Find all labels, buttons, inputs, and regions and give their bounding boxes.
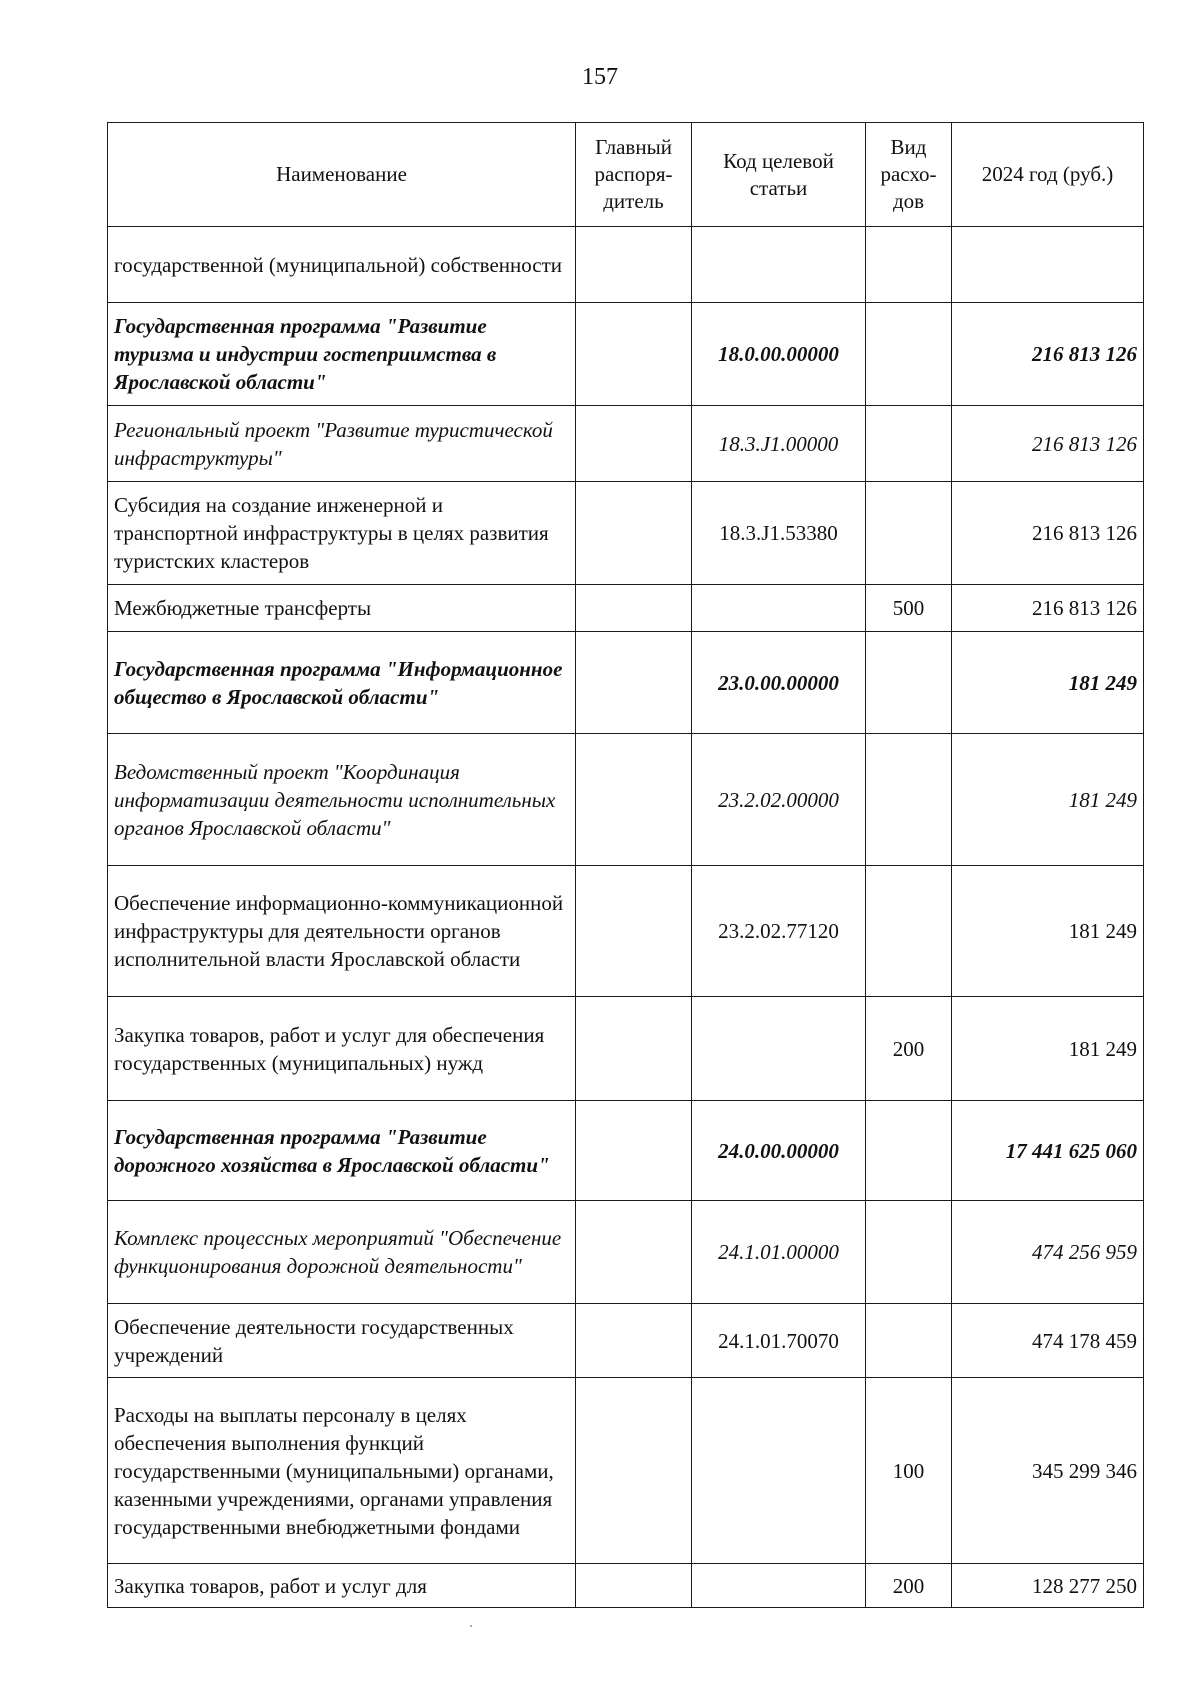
row-expense-type [866, 632, 952, 734]
row-amount: 128 277 250 [952, 1564, 1144, 1608]
table-row [108, 997, 1144, 1101]
row-amount: 216 813 126 [952, 406, 1144, 482]
row-amount: 181 249 [952, 734, 1144, 866]
row-chief-administrator [576, 406, 692, 482]
row-chief-administrator [576, 227, 692, 303]
row-chief-administrator [576, 585, 692, 632]
row-name: Субсидия на создание инженерной и транспортной инфраструктуры в целях развития туристских кластеров [108, 482, 576, 585]
table-row [108, 1304, 1144, 1378]
row-amount: 216 813 126 [952, 585, 1144, 632]
row-name: Закупка товаров, работ и услуг для обеспечения государственных (муниципальных) нужд [108, 997, 576, 1101]
row-chief-administrator [576, 734, 692, 866]
row-code: 23.2.02.00000 [692, 734, 866, 866]
table-row [108, 1101, 1144, 1201]
row-code: 18.3.J1.00000 [692, 406, 866, 482]
row-chief-administrator [576, 482, 692, 585]
row-name: Обеспечение информационно-коммуникационной инфраструктуры для деятельности органов исполнительной власти Ярославской области [108, 866, 576, 997]
row-chief-administrator [576, 1378, 692, 1564]
table-row [108, 482, 1144, 585]
row-amount: 181 249 [952, 997, 1144, 1101]
table-row [108, 1564, 1144, 1608]
row-amount: 474 256 959 [952, 1201, 1144, 1304]
row-chief-administrator [576, 1201, 692, 1304]
row-expense-type [866, 1304, 952, 1378]
row-code [692, 585, 866, 632]
row-amount: 181 249 [952, 632, 1144, 734]
table-row [108, 227, 1144, 303]
row-chief-administrator [576, 997, 692, 1101]
row-expense-type [866, 1201, 952, 1304]
table-row [108, 866, 1144, 997]
row-code: 24.0.00.00000 [692, 1101, 866, 1201]
row-code [692, 227, 866, 303]
row-amount: 474 178 459 [952, 1304, 1144, 1378]
table-row [108, 734, 1144, 866]
page-number: 157 [582, 64, 618, 90]
row-name: Государственная программа "Развитие дорожного хозяйства в Ярославской области" [108, 1101, 576, 1201]
table-row [108, 1378, 1144, 1564]
row-name: Межбюджетные трансферты [108, 585, 576, 632]
row-expense-type [866, 734, 952, 866]
header-amount-2024: 2024 год (руб.) [952, 123, 1144, 227]
table-row [108, 585, 1144, 632]
row-code: 18.0.00.00000 [692, 303, 866, 406]
row-amount [952, 227, 1144, 303]
row-code [692, 997, 866, 1101]
row-code [692, 1564, 866, 1608]
header-expense-type: Вид расхо-дов [866, 123, 952, 227]
row-name: Региональный проект "Развитие туристической инфраструктуры" [108, 406, 576, 482]
row-chief-administrator [576, 303, 692, 406]
table-row [108, 303, 1144, 406]
row-name: государственной (муниципальной) собственности [108, 227, 576, 303]
header-name: Наименование [108, 123, 576, 227]
row-name: Закупка товаров, работ и услуг для [108, 1564, 576, 1608]
table-row [108, 406, 1144, 482]
row-amount: 216 813 126 [952, 482, 1144, 585]
row-expense-type: 200 [866, 1564, 952, 1608]
row-chief-administrator [576, 866, 692, 997]
row-expense-type [866, 303, 952, 406]
row-code: 24.1.01.00000 [692, 1201, 866, 1304]
row-chief-administrator [576, 1304, 692, 1378]
header-target-code: Код целевой статьи [692, 123, 866, 227]
row-code: 24.1.01.70070 [692, 1304, 866, 1378]
row-expense-type [866, 227, 952, 303]
row-name: Обеспечение деятельности государственных учреждений [108, 1304, 576, 1378]
row-amount: 181 249 [952, 866, 1144, 997]
budget-table [107, 122, 1144, 1608]
row-chief-administrator [576, 632, 692, 734]
header-chief-administrator: Главный распоря-дитель [576, 123, 692, 227]
scan-speck [470, 1625, 472, 1627]
row-code [692, 1378, 866, 1564]
row-code: 18.3.J1.53380 [692, 482, 866, 585]
row-amount: 17 441 625 060 [952, 1101, 1144, 1201]
row-name: Ведомственный проект "Координация информатизации деятельности исполнительных органов Ярославской области" [108, 734, 576, 866]
table-row [108, 1201, 1144, 1304]
row-amount: 345 299 346 [952, 1378, 1144, 1564]
row-chief-administrator [576, 1101, 692, 1201]
row-code: 23.0.00.00000 [692, 632, 866, 734]
row-name: Расходы на выплаты персоналу в целях обеспечения выполнения функций государственными (муниципальными) органами, казенными учреждениями, органами управления государственными внебюджетными фондами [108, 1378, 576, 1564]
row-name: Государственная программа "Информационное общество в Ярославской области" [108, 632, 576, 734]
row-expense-type: 200 [866, 997, 952, 1101]
row-expense-type [866, 406, 952, 482]
table-row [108, 632, 1144, 734]
row-expense-type: 500 [866, 585, 952, 632]
row-expense-type [866, 482, 952, 585]
row-expense-type: 100 [866, 1378, 952, 1564]
row-amount: 216 813 126 [952, 303, 1144, 406]
row-name: Комплекс процессных мероприятий "Обеспечение функционирования дорожной деятельности" [108, 1201, 576, 1304]
row-chief-administrator [576, 1564, 692, 1608]
row-code: 23.2.02.77120 [692, 866, 866, 997]
row-name: Государственная программа "Развитие туризма и индустрии гостеприимства в Ярославской области" [108, 303, 576, 406]
header-row [108, 123, 1144, 227]
row-expense-type [866, 1101, 952, 1201]
row-expense-type [866, 866, 952, 997]
